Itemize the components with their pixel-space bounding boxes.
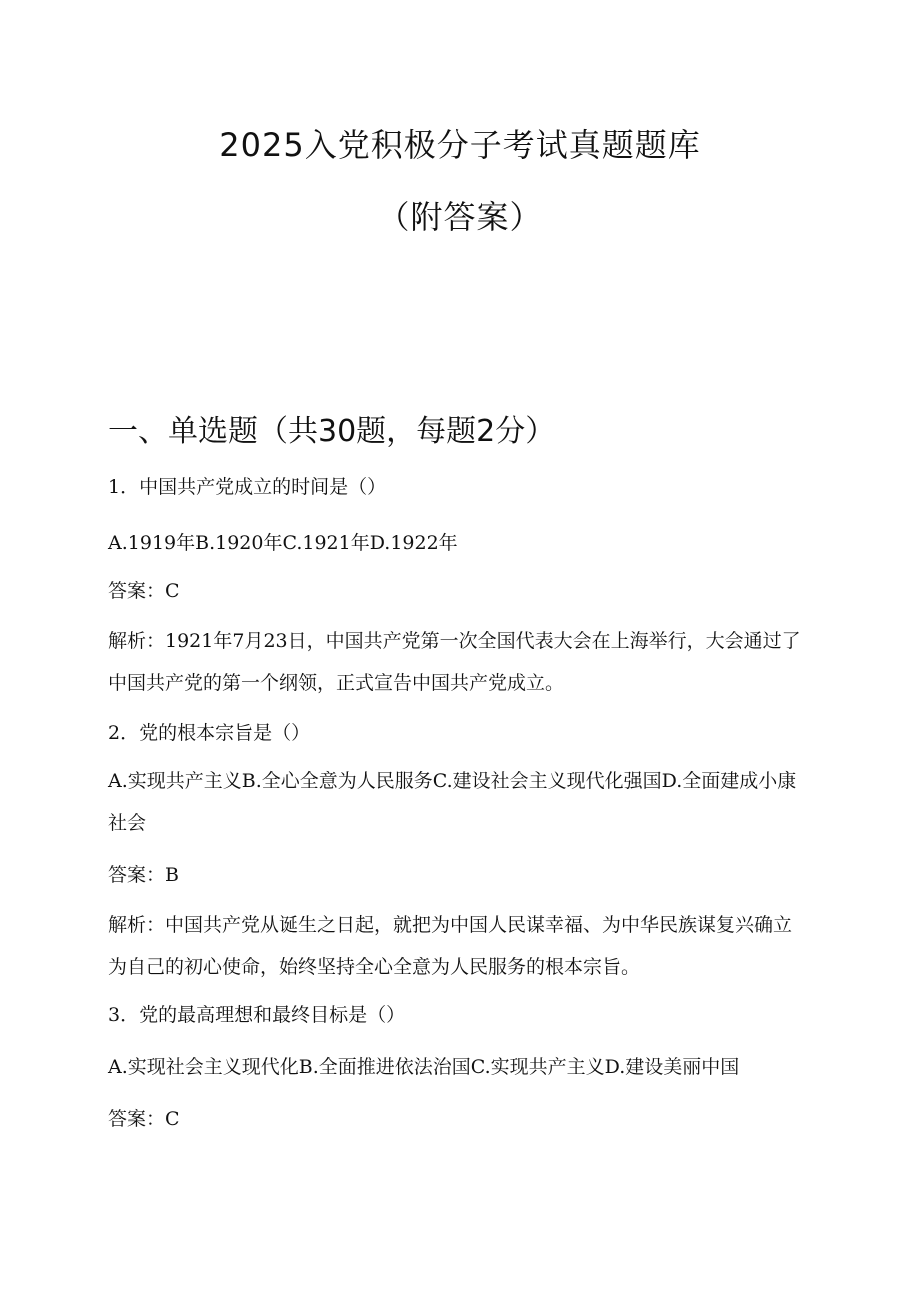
question-answer: 答案：B xyxy=(108,864,179,886)
document-subtitle: （附答案） xyxy=(377,198,543,236)
question-stem: 2．党的根本宗旨是（） xyxy=(108,722,311,744)
section-heading: 一、单选题（共30题，每题2分） xyxy=(108,414,556,449)
question-options: A.实现社会主义现代化B.全面推进依法治国C.实现共产主义D.建设美丽中国 xyxy=(108,1056,740,1078)
question-answer: 答案：C xyxy=(108,580,180,602)
question-options: A.1919年B.1920年C.1921年D.1922年 xyxy=(108,532,458,554)
document-title: 2025入党积极分子考试真题题库 xyxy=(219,126,701,164)
question-stem: 1．中国共产党成立的时间是（） xyxy=(108,476,387,498)
question-analysis: 解析：中国共产党从诞生之日起，就把为中国人民谋幸福、为中华民族谋复兴确立为自己的初心使命，始终坚持全心全意为人民服务的根本宗旨。 xyxy=(108,914,793,978)
question-answer: 答案：C xyxy=(108,1108,180,1130)
question-options: A.实现共产主义B.全心全意为人民服务C.建设社会主义现代化强国D.全面建成小康社会 xyxy=(108,770,797,834)
question-stem: 3．党的最高理想和最终目标是（） xyxy=(108,1004,406,1026)
question-analysis: 解析：1921年7月23日，中国共产党第一次全国代表大会在上海举行，大会通过了中国共产党的第一个纲领，正式宣告中国共产党成立。 xyxy=(108,630,801,694)
